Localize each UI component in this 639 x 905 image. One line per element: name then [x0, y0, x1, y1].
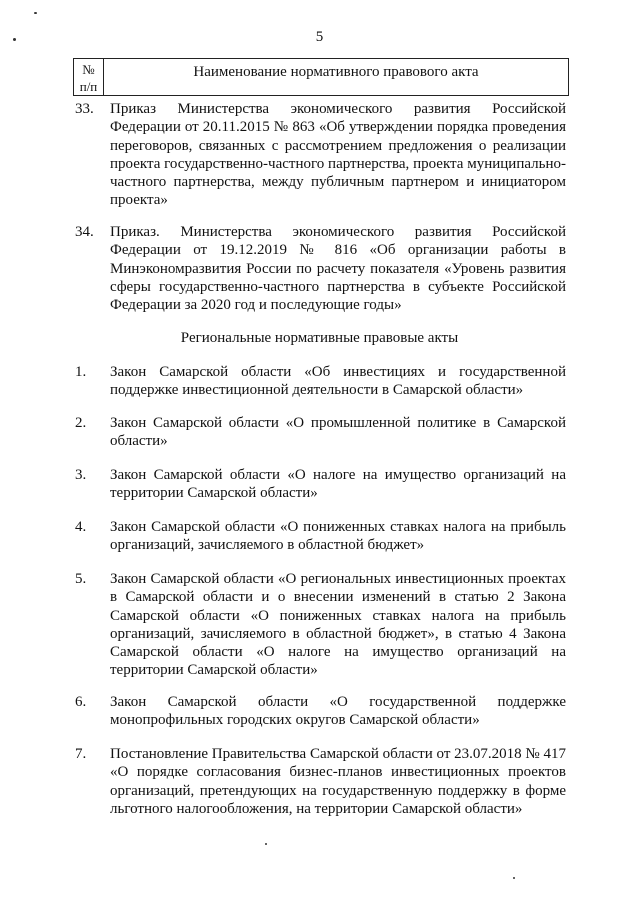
item-number: 1. [75, 364, 87, 380]
scan-speck [34, 12, 37, 14]
list-item-federal-34 [75, 223, 566, 314]
item-text: Закон Самарской области «О государственной поддержке монопрофильных городских округов Самарской области» [110, 694, 566, 729]
header-number-sublabel: п/п [79, 79, 98, 94]
item-text: Закон Самарской области «О налоге на имущество организаций на территории Самарской области» [110, 467, 566, 502]
header-number-label: № [82, 62, 95, 77]
item-text: Закон Самарской области «О региональных инвестиционных проектах в Самарской области и о внесении изменений в статью 2 Закона Самарской области «О пониженных ставках налога на прибыль организаций, зачисляемого в областной бюджет», в статью 4 Закона Самарской области «О налоге на имущество организаций на территории Самарской области» [110, 571, 566, 679]
list-item-federal-33 [75, 100, 566, 210]
item-number: 34. [75, 224, 94, 240]
item-number: 4. [75, 519, 87, 535]
table-header [73, 58, 569, 96]
item-number: 33. [75, 101, 94, 117]
list-item-regional-1 [75, 363, 566, 400]
item-text: Закон Самарской области «О промышленной политике в Самарской области» [110, 415, 566, 450]
item-number: 2. [75, 415, 87, 431]
regional-section-title: Региональные нормативные правовые акты [180, 330, 459, 346]
item-number: 3. [75, 467, 87, 483]
scan-speck [265, 843, 267, 845]
scan-speck [513, 877, 515, 879]
item-text: Приказ Министерства экономического развития Российской Федерации от 20.11.2015 № 863 «Об утверждении порядка проведения переговоров, связанных с рассмотрением предложения о реализации проекта государственно-частного партнерства, проекта муниципально-частного партнерства, между публичным партнером и инициатором проекта» [110, 101, 566, 209]
item-number: 6. [75, 694, 87, 710]
page-number: 5 [315, 29, 324, 45]
item-text: Постановление Правительства Самарской области от 23.07.2018 № 417 «О порядке согласования бизнес-планов инвестиционных проектов организаций, претендующих на государственную поддержку в форме льготного налогообложения, на территории Самарской области» [110, 746, 566, 817]
header-title-label: Наименование нормативного правового акта [193, 64, 479, 80]
header-number-column [74, 59, 104, 95]
list-item-regional-2 [75, 414, 566, 451]
list-item-regional-6 [75, 693, 566, 730]
list-item-regional-7 [75, 745, 566, 818]
list-item-regional-3 [75, 466, 566, 503]
scan-speck [13, 38, 16, 41]
item-text: Закон Самарской области «Об инвестициях и государственной поддержке инвестиционной деятельности в Самарской области» [110, 364, 566, 399]
list-item-regional-5 [75, 570, 566, 680]
list-item-regional-4 [75, 518, 566, 555]
item-number: 7. [75, 746, 87, 762]
item-text: Закон Самарской области «О пониженных ставках налога на прибыль организаций, зачисляемого в областной бюджет» [110, 519, 566, 554]
item-number: 5. [75, 571, 87, 587]
item-text: Приказ. Министерства экономического развития Российской Федерации от 19.12.2019 № 816 «Об организации работы в Минэкономразвития России по расчету показателя «Уровень развития сферы государственно-частного партнерства в субъекте Российской Федерации за 2020 год и последующие годы» [110, 224, 566, 314]
